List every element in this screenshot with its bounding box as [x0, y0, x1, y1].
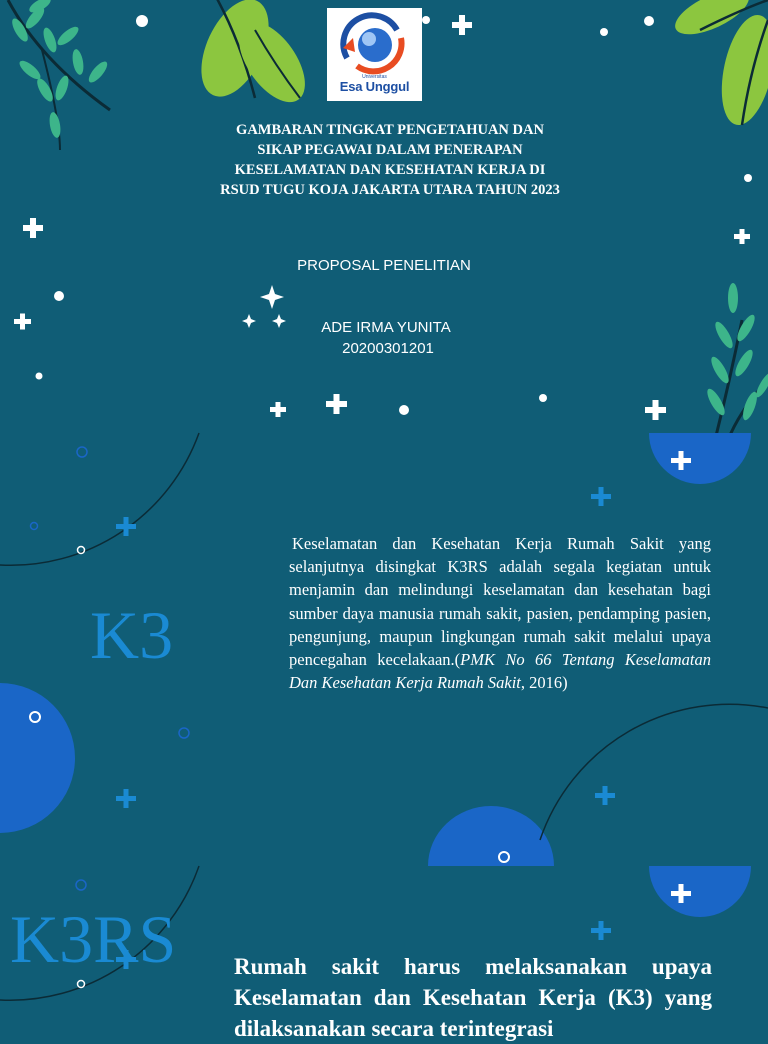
- k3-label: K3: [90, 597, 174, 673]
- k3-citation: PMK No 66 Tentang Keselamatan Dan Kesehatan Kerja Rumah Sakit: [289, 650, 712, 693]
- k3-definition-text: Keselamatan dan Kesehatan Kerja Rumah Sakit yang selanjutnya disingkat K3RS adalah segala kegiatan untuk menjamin dan melindungi keselamatan dan kesehatan bagi sumber daya manusia rumah sakit, pasien, pendamping pasien, pengunjung, maupun lingkungan rumah sakit melalui upaya pencegahan kecelakaan.(: [289, 534, 711, 670]
- title-line: SIKAP PEGAWAI DALAM PENERAPAN: [257, 142, 523, 158]
- title-line: RSUD TUGU KOJA JAKARTA UTARA TAHUN 2023: [220, 182, 560, 198]
- logo-small-text: Universitas: [362, 74, 387, 80]
- leaf-branch-icon: [669, 0, 768, 130]
- title-line: KESELAMATAN DAN KESEHATAN KERJA DI: [234, 162, 546, 178]
- university-logo: [327, 8, 422, 101]
- k3rs-paragraph: Rumah sakit harus melaksanakan upaya Keselamatan dan Kesehatan Kerja (K3) yang dilaksanakan secara terintegrasi: [234, 954, 712, 1041]
- university-logo-icon: [327, 8, 422, 76]
- k3-citation-year: , 2016): [520, 673, 568, 693]
- author-name: ADE IRMA YUNITA: [321, 319, 451, 336]
- leaf-branch-icon: [188, 0, 318, 113]
- document-subtitle: PROPOSAL PENELITIAN: [297, 257, 471, 274]
- k3rs-label: K3RS: [10, 901, 177, 977]
- leaf-branch-icon: [704, 283, 768, 440]
- leaf-branch-icon: [8, 0, 110, 150]
- k3-definition-paragraph: [289, 532, 711, 694]
- title-line: GAMBARAN TINGKAT PENGETAHUAN DAN: [236, 122, 544, 138]
- author-id: 20200301201: [342, 340, 434, 357]
- logo-name: Esa Unggul: [339, 79, 410, 94]
- document-title: [170, 120, 610, 200]
